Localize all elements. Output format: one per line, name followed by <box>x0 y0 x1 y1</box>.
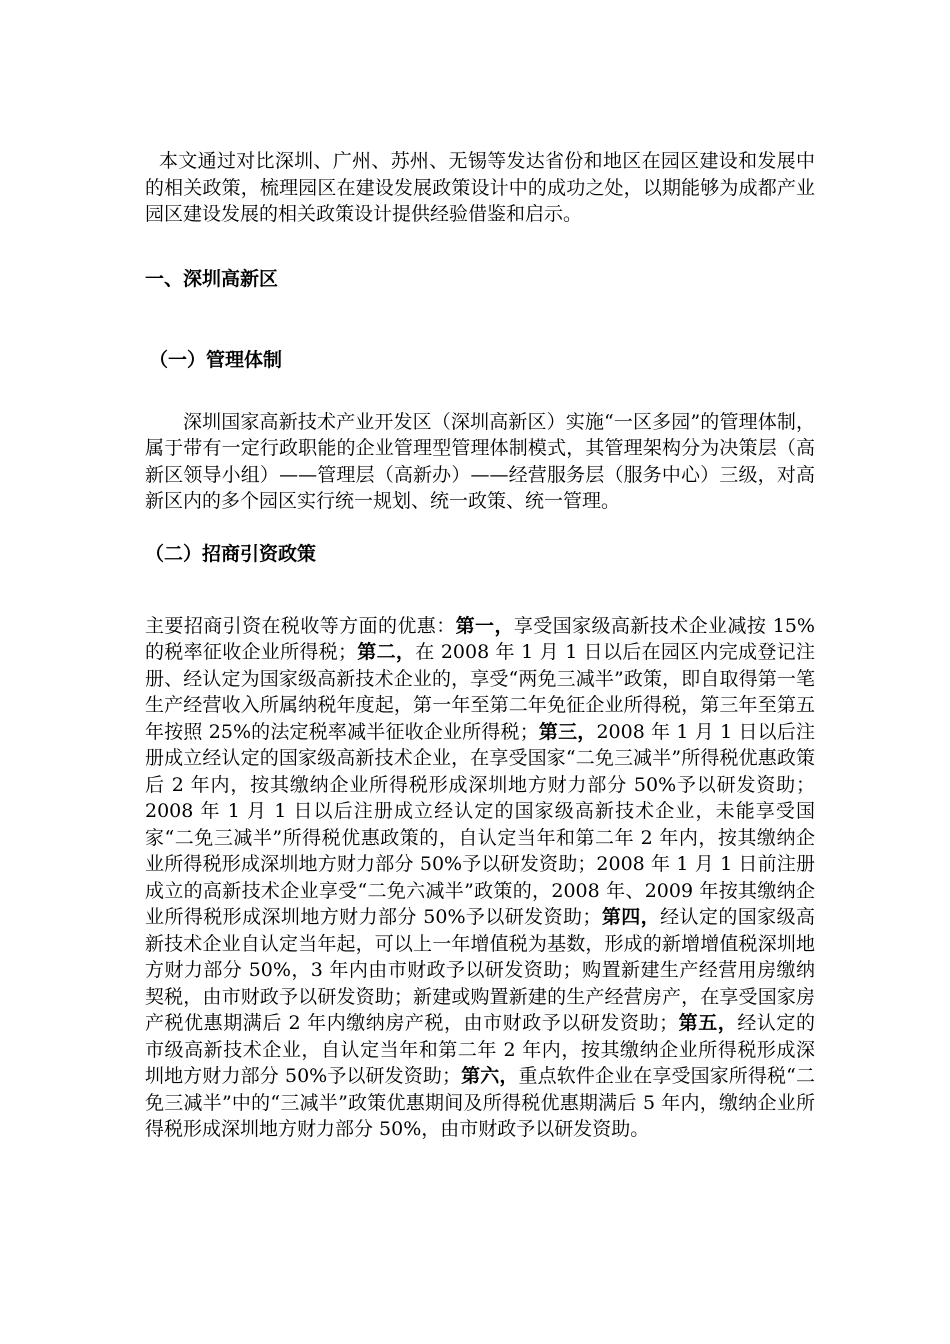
policy-text-5: 经认定的市级高新技术企业，自认定当年和第二年 2 年内，按其缴纳企业所得税形成深圳地方财力部分 50%予以研发资助； <box>145 1012 815 1087</box>
keyword-fifth: 第五， <box>678 1012 738 1034</box>
management-paragraph: 深圳国家高新技术产业开发区（深圳高新区）实施“一区多园”的管理体制，属于带有一定行政职能的企业管理型管理体制模式，其管理架构分为决策层（高新区领导小组）——管理层（高新办）——经营服务层（服务中心）三级，对高新区内的多个园区实行统一规划、统一政策、统一管理。 <box>145 410 815 512</box>
subsection-heading-investment: （二）招商引资政策 <box>145 542 317 565</box>
keyword-third: 第三， <box>538 720 597 743</box>
subsection-heading-management: （一）管理体制 <box>149 348 283 371</box>
policy-text-3: 2008 年 1 月 1 日以后注册成立经认定的国家级高新技术企业，在享受国家“二免三减半”所得税优惠政策后 2 年内，按其缴纳企业所得税形成深圳地方财力部分 50%予以研发资助；2008 年 1 月 1 日以后注册成立经认定的国家级高新技术企业，未能享受国家“二免三减半”所得税优惠政策的，自认定当年和第二年 2 年内，按其缴纳企业所得税形成深圳地方财力部分 50%予以研发资助；2008 年 1 月 1 日前注册成立的高新技术企业享受“二免六减半”政策的，2008 年、2009 年按其缴纳企业所得税形成深圳地方财力部分 50%予以研发资助； <box>145 720 815 928</box>
policy-text-1: 享受国家级高新技术企业减按 15%的税率征收企业所得税； <box>145 614 815 663</box>
policy-text-4: 经认定的国家级高新技术企业自认定当年起，可以上一年增值税为基数，形成的新增增值税深圳地方财力部分 50%，3 年内由市财政予以研发资助；购置新建生产经营用房缴纳契税，由市财政予以研发资助；新建或购置新建的生产经营房产，在享受国家房产税优惠期满后 2 年内缴纳房产税，由市财政予以研发资助； <box>145 906 815 1034</box>
policy-text-6: 重点软件企业在享受国家所得税“二免三减半”中的“三减半”政策优惠期间及所得税优惠期满后 5 年内，缴纳企业所得税形成深圳地方财力部分 50%，由市财政予以研发资助。 <box>145 1065 815 1140</box>
section-heading-shenzhen: 一、深圳高新区 <box>145 267 279 290</box>
policy-text-2: 在 2008 年 1 月 1 日以后在园区内完成登记注册、经认定为国家级高新技术企业的，享受“两免三减半”政策，即自取得第一笔生产经营收入所属纳税年度起，第一年至第二年免征企业所得税，第三年至第五年按照 25%的法定税率减半征收企业所得税； <box>145 641 815 743</box>
keyword-first: 第一， <box>455 614 514 637</box>
document-page <box>145 148 815 1143</box>
intro-paragraph: 本文通过对比深圳、广州、苏州、无锡等发达省份和地区在园区建设和发展中的相关政策，梳理园区在建设发展政策设计中的成功之处，以期能够为成都产业园区建设发展的相关政策设计提供经验借鉴和启示。 <box>145 150 815 225</box>
keyword-second: 第二， <box>357 641 416 663</box>
investment-paragraph <box>145 613 815 1143</box>
keyword-sixth: 第六， <box>461 1065 519 1087</box>
keyword-fourth: 第四， <box>601 906 661 928</box>
investment-lead-text: 主要招商引资在税收等方面的优惠： <box>145 614 456 637</box>
